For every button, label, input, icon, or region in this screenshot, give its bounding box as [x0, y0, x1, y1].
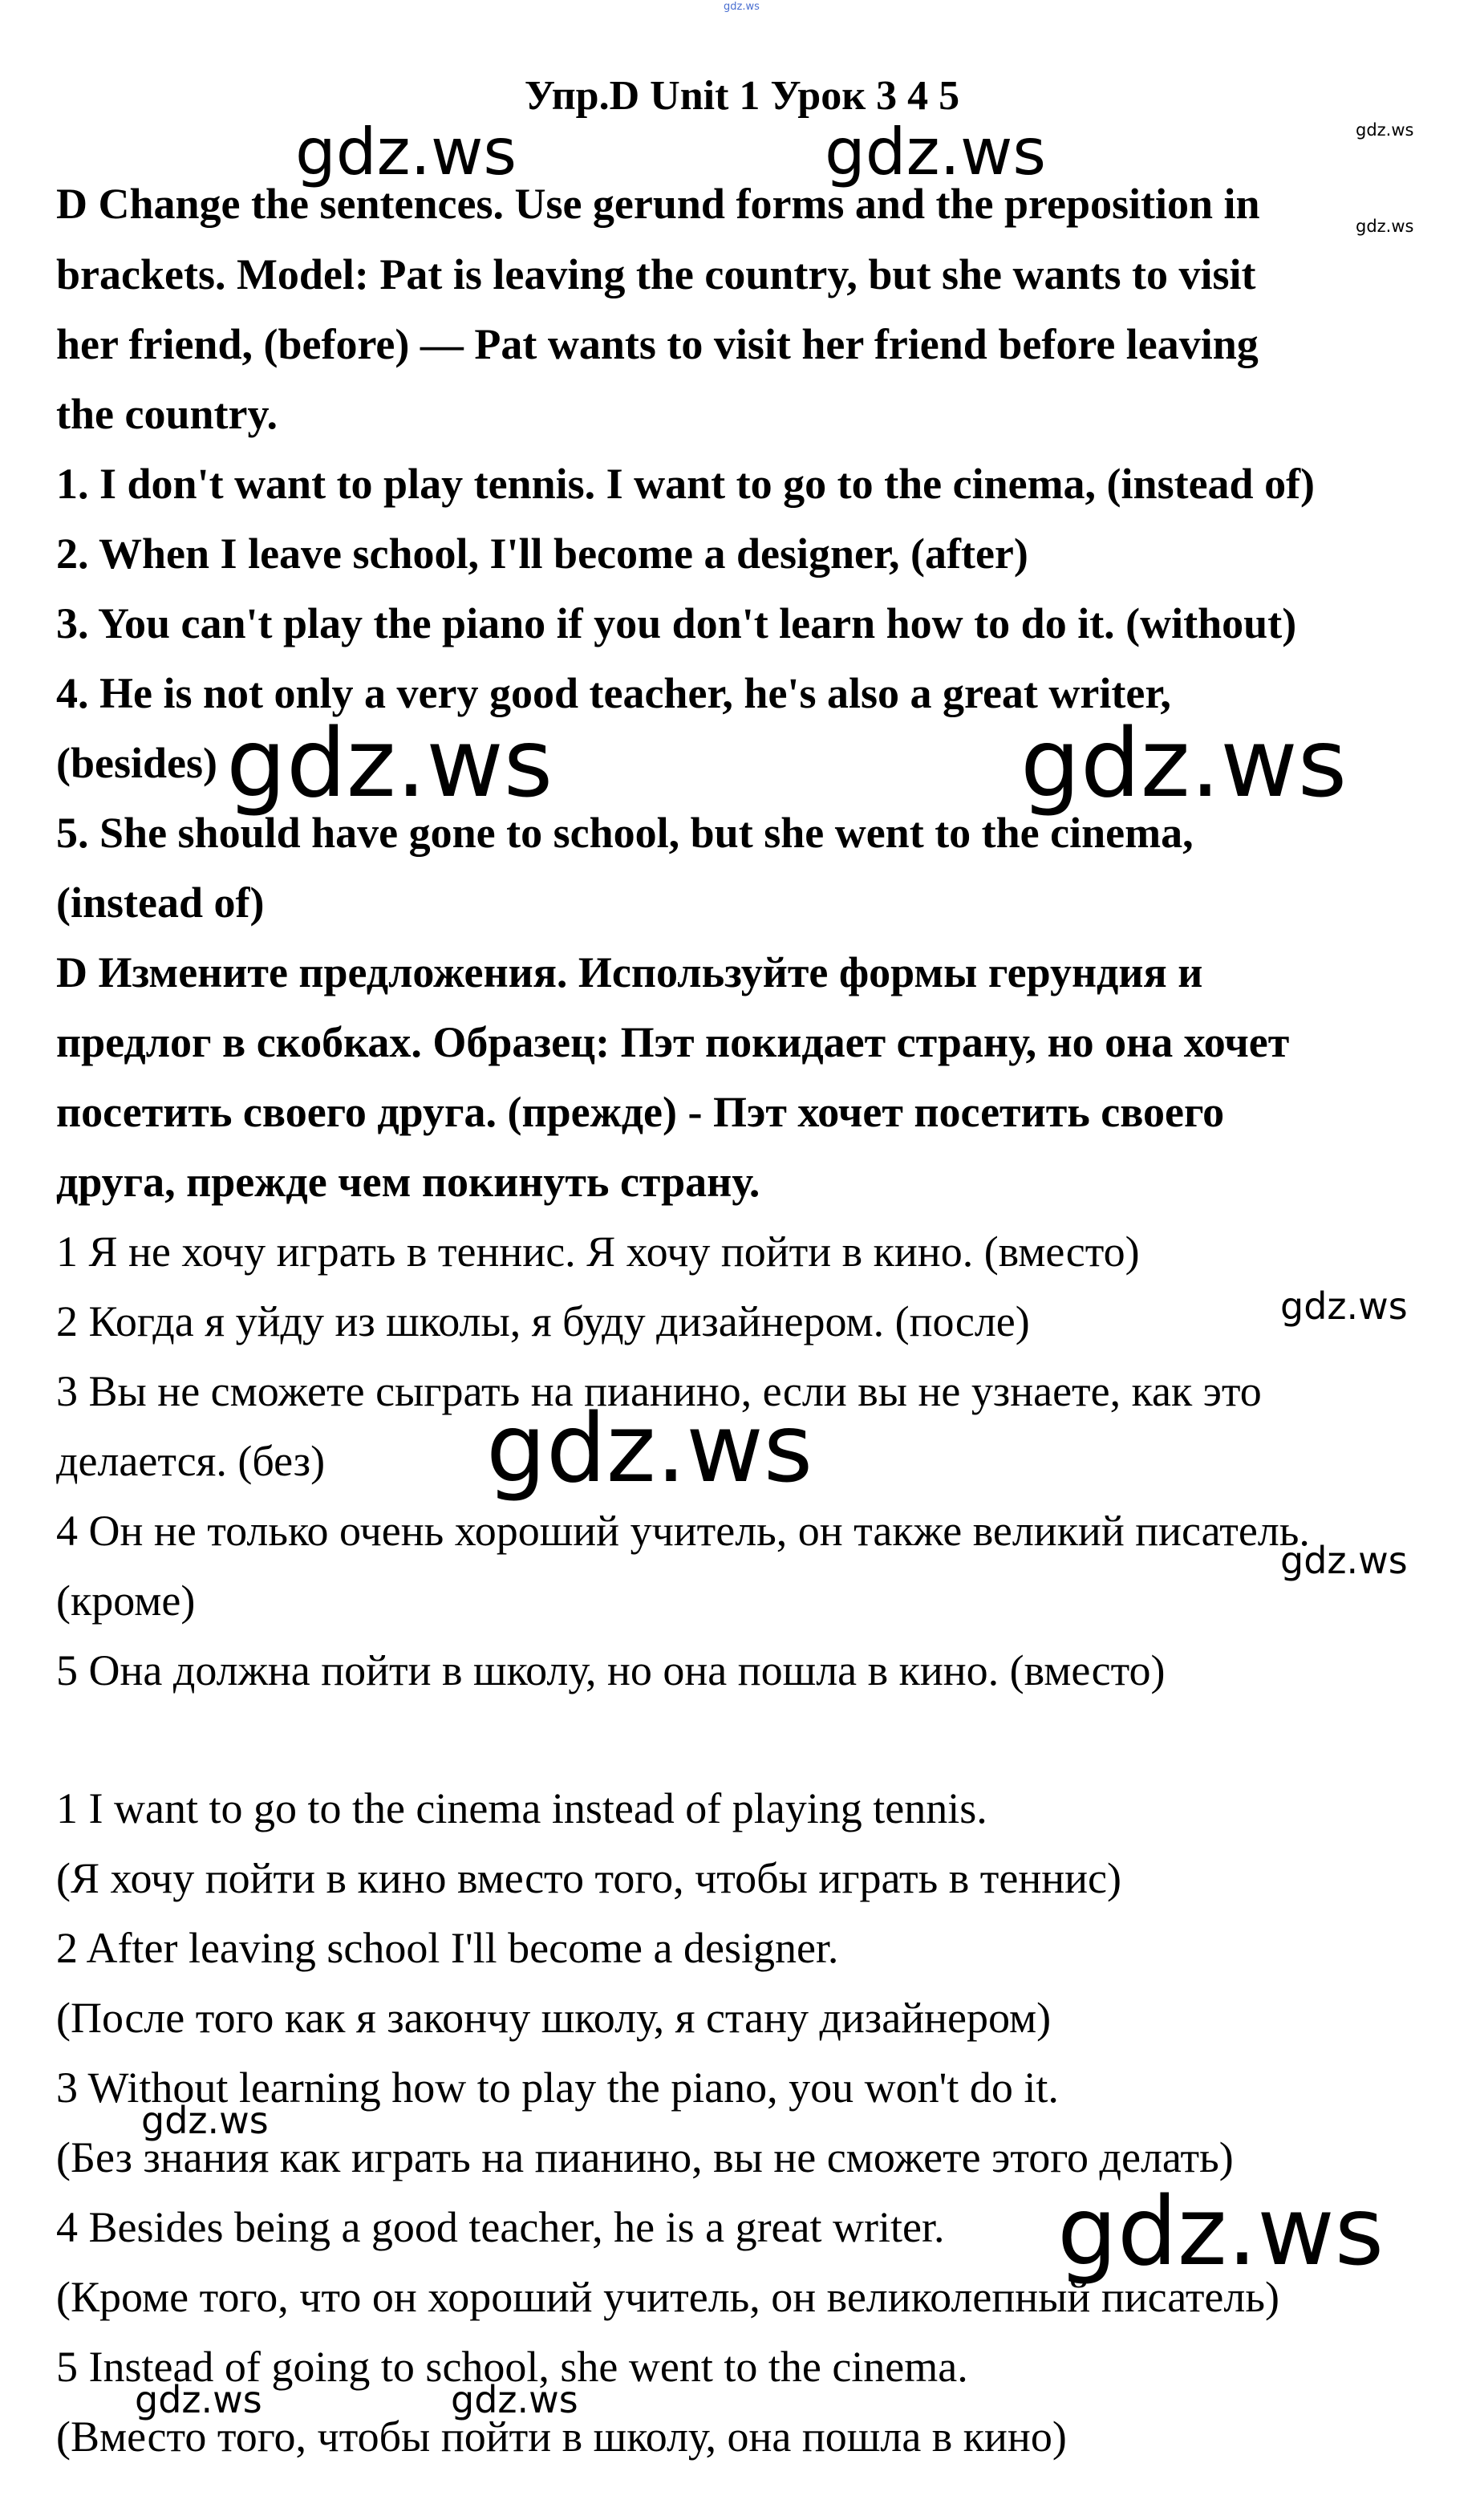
translation-line: (кроме) — [56, 1577, 196, 1625]
answer-line: (Кроме того, что он хороший учитель, он великолепный писатель) — [56, 2273, 1279, 2321]
task-en-line: her friend, (before) — Pat wants to visit her friend before leaving — [56, 320, 1259, 368]
task-en-line: brackets. Model: Pat is leaving the country, but she wants to visit — [56, 250, 1256, 298]
answer-line: (Без знания как играть на пианино, вы не сможете этого делать) — [56, 2133, 1234, 2181]
translation-line: 5 Она должна пойти в школу, но она пошла в кино. (вместо) — [56, 1646, 1166, 1694]
watermark: gdz.ws — [295, 115, 517, 189]
translation-line: 3 Вы не сможете сыграть на пианино, если вы не узнаете, как это — [56, 1367, 1262, 1415]
task-ru-line: посетить своего друга. (прежде) - Пэт хочет посетить своего — [56, 1088, 1225, 1136]
translation-line: делается. (без) — [56, 1437, 326, 1485]
watermark-medium: gdz.ws — [1280, 1284, 1408, 1328]
answer-line: (После того как я закончу школу, я стану дизайнером) — [56, 1994, 1052, 2042]
task-en-line: 5. She should have gone to school, but she went to the cinema, — [56, 809, 1194, 857]
task-ru-line: друга, прежде чем покинуть страну. — [56, 1158, 760, 1206]
watermark-large: gdz.ws — [486, 1393, 813, 1503]
watermark-medium: gdz.ws — [451, 2378, 578, 2421]
watermark-medium: gdz.ws — [135, 2378, 262, 2421]
task-en-line: (instead of) — [56, 879, 265, 927]
translation-line: 4 Он не только очень хороший учитель, он также великий писатель. — [56, 1507, 1310, 1555]
answer-line: 3 Without learning how to play the piano, you won't do it. — [56, 2063, 1059, 2112]
answer-line: 2 After leaving school I'll become a designer. — [56, 1924, 839, 1972]
watermark-medium: gdz.ws — [1280, 1539, 1408, 1582]
watermark-large: gdz.ws — [1057, 2176, 1385, 2287]
task-en-line: 3. You can't play the piano if you don't learn how to do it. (without) — [56, 599, 1297, 647]
watermark: gdz.ws — [825, 115, 1047, 189]
watermark-large: gdz.ws — [1020, 708, 1348, 818]
page-title: Упр.D Unit 1 Урок 3 4 5 — [524, 73, 960, 119]
answer-line: (Я хочу пойти в кино вместо того, чтобы играть в теннис) — [56, 1854, 1121, 1902]
task-en-line: the country. — [56, 390, 278, 438]
watermark-small: gdz.ws — [1356, 120, 1414, 140]
task-en-line: 1. I don't want to play tennis. I want to go to the cinema, (instead of) — [56, 460, 1316, 508]
task-en-line: D Change the sentences. Use gerund forms and the preposition in — [56, 180, 1260, 228]
task-en-line: 2. When I leave school, I'll become a designer, (after) — [56, 530, 1028, 578]
answer-line: 4 Besides being a good teacher, he is a great writer. — [56, 2203, 945, 2251]
watermark-top-tiny: gdz.ws — [724, 1, 760, 13]
answer-line: (Вместо того, чтобы пойти в школу, она пошла в кино) — [56, 2412, 1067, 2461]
answer-line: 1 I want to go to the cinema instead of playing tennis. — [56, 1784, 987, 1832]
translation-line: 2 Когда я уйду из школы, я буду дизайнером. (после) — [56, 1297, 1030, 1345]
translation-line: 1 Я не хочу играть в теннис. Я хочу пойти в кино. (вместо) — [56, 1228, 1140, 1276]
task-en-line: 4. He is not only a very good teacher, he's also a great writer, — [56, 669, 1171, 717]
watermark-large: gdz.ws — [226, 708, 553, 818]
task-ru-line: D Измените предложения. Используйте формы герундия и — [56, 948, 1203, 996]
watermark-small: gdz.ws — [1356, 217, 1414, 236]
task-ru-line: предлог в скобках. Образец: Пэт покидает страну, но она хочет — [56, 1018, 1290, 1066]
answer-line: 5 Instead of going to school, she went to the cinema. — [56, 2343, 968, 2391]
watermark-medium: gdz.ws — [141, 2099, 269, 2142]
task-en-line: (besides) — [56, 739, 217, 787]
